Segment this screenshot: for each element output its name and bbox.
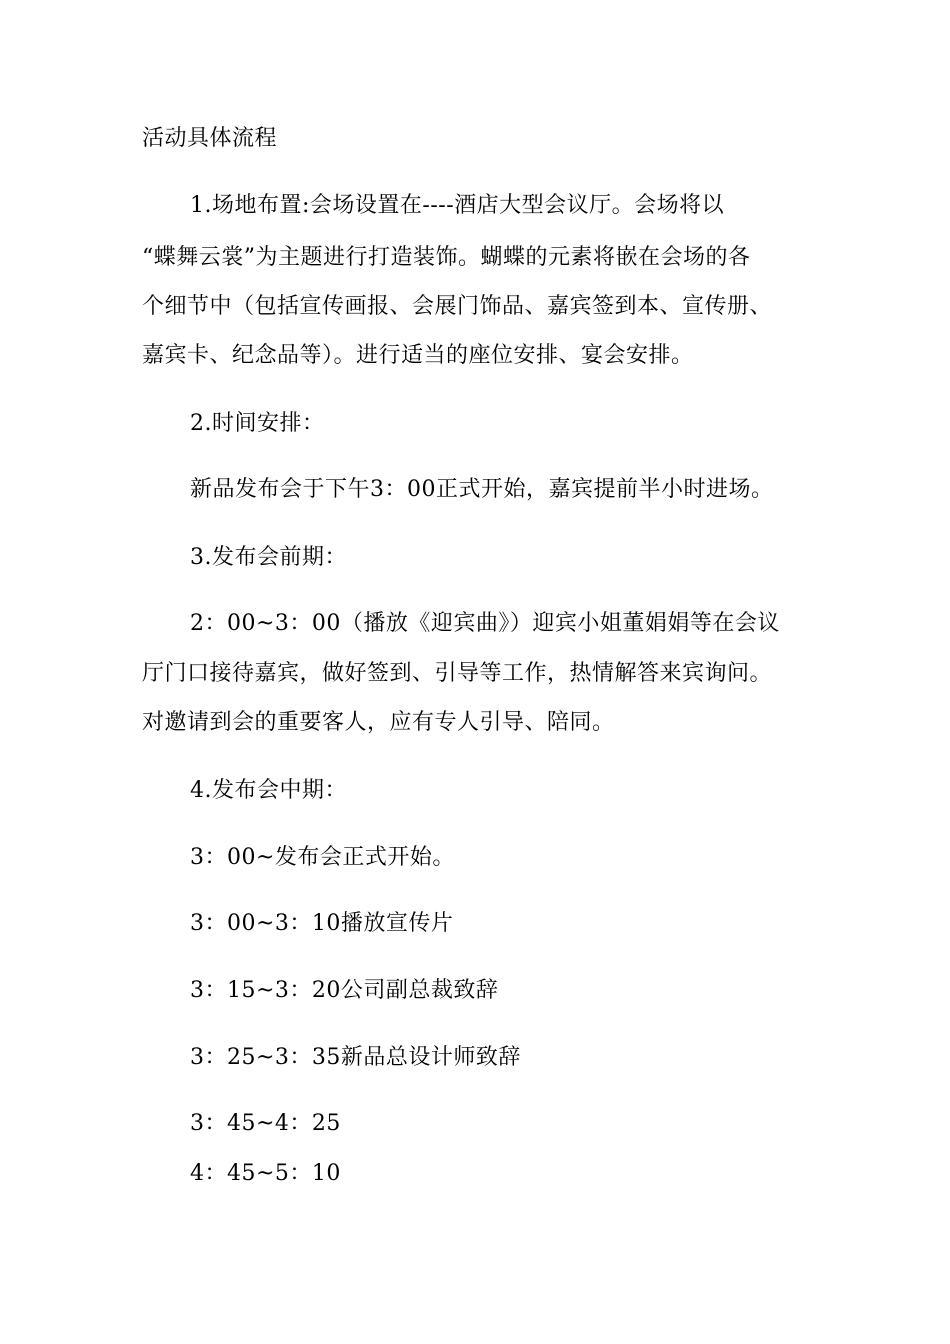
schedule-item: 3：15~3：20公司副总裁致辞 [190,978,499,1003]
document-title: 活动具体流程 [142,126,278,151]
schedule-item: 3：00~发布会正式开始。 [190,845,455,870]
paragraph-line: 新品发布会于下午3：00正式开始，嘉宾提前半小时进场。 [190,477,774,502]
schedule-item: 4：45~5：10 [190,1161,341,1186]
paragraph-line: 2：00~3：00（播放《迎宾曲》）迎宾小姐董娟娟等在会议 [190,611,780,636]
schedule-item: 3：00~3：10播放宣传片 [190,911,454,936]
paragraph-line: “蝶舞云裳”为主题进行打造装饰。蝴蝶的元素将嵌在会场的各 [142,245,751,270]
section-heading: 4.发布会中期： [190,778,347,803]
paragraph-line: 个细节中（包括宣传画报、会展门饰品、嘉宾签到本、宣传册、 [142,294,773,319]
paragraph-line: 对邀请到会的重要客人，应有专人引导、陪同。 [142,710,615,735]
schedule-item: 3：25~3：35新品总设计师致辞 [190,1045,521,1070]
schedule-item: 3：45~4：25 [190,1111,341,1136]
paragraph-line: 嘉宾卡、纪念品等）。进行适当的座位安排、宴会安排。 [142,343,694,368]
section-heading: 3.发布会前期： [190,545,347,570]
section-heading: 2.时间安排： [190,411,325,436]
paragraph-line: 厅门口接待嘉宾，做好签到、引导等工作，热情解答来宾询问。 [142,661,773,686]
paragraph-line: 1.场地布置:会场设置在----酒店大型会议厅。会场将以 [190,193,725,218]
